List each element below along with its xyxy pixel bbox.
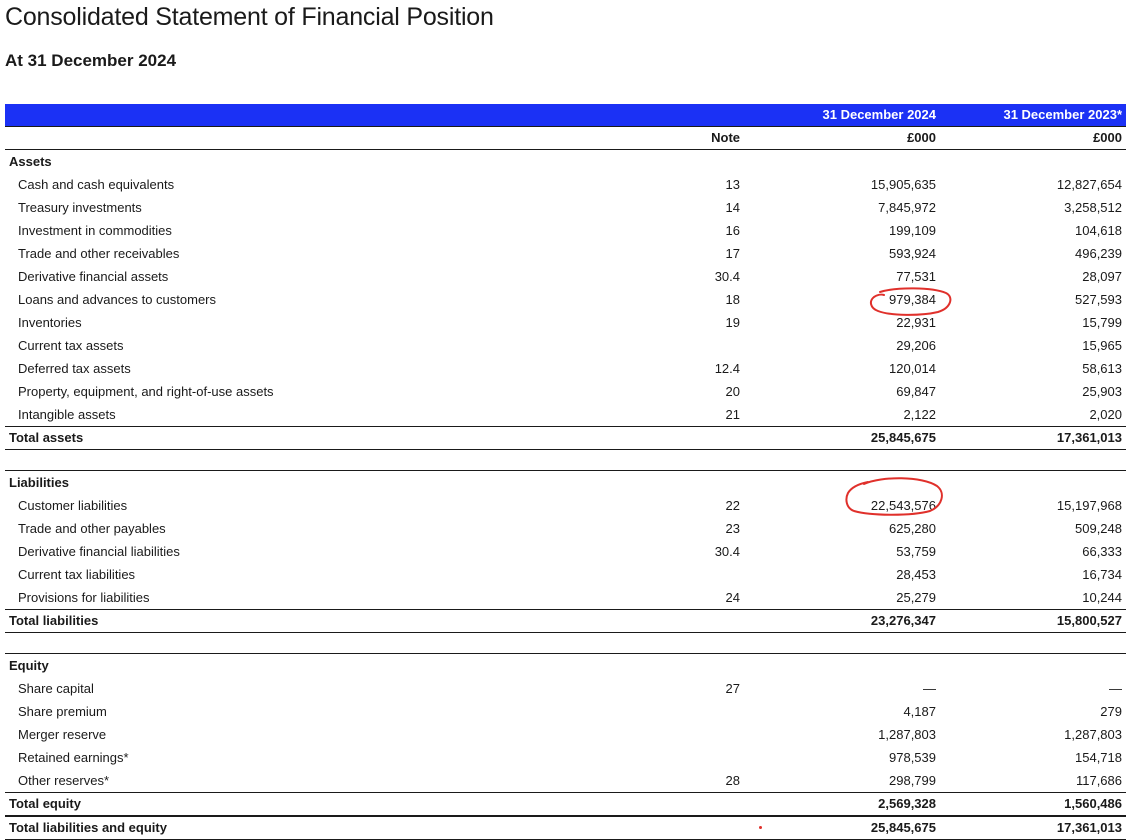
line-item-prior: 66,333 — [1082, 544, 1122, 559]
line-item-prior: 28,097 — [1082, 269, 1122, 284]
line-item-current: 593,924 — [889, 246, 936, 261]
line-item-current: 1,287,803 — [878, 727, 936, 742]
table-row — [5, 700, 1126, 723]
line-item-label: Current tax assets — [18, 338, 124, 353]
total-prior: 1,560,486 — [1064, 796, 1122, 811]
line-item-label: Retained earnings* — [18, 750, 129, 765]
line-item-label: Deferred tax assets — [18, 361, 131, 376]
page-subtitle: At 31 December 2024 — [5, 51, 177, 70]
table-row — [5, 219, 1126, 242]
assets-heading: Assets — [9, 154, 52, 169]
header-current-unit: £000 — [907, 130, 936, 145]
line-item-label: Share premium — [18, 704, 107, 719]
line-item-prior: 16,734 — [1082, 567, 1122, 582]
total-equity-row — [5, 792, 1126, 816]
line-item-current: 69,847 — [896, 384, 936, 399]
line-item-label: Customer liabilities — [18, 498, 128, 513]
line-item-note: 30.4 — [714, 544, 740, 559]
grand-total-label: Total liabilities and equity — [9, 820, 167, 835]
line-item-prior: 15,197,968 — [1056, 498, 1122, 513]
table-row — [5, 173, 1126, 196]
equity-items — [5, 677, 1126, 792]
total-prior: 15,800,527 — [1056, 613, 1122, 628]
line-item-prior: 12,827,654 — [1056, 177, 1122, 192]
line-item-current: 4,187 — [903, 704, 936, 719]
table-row — [5, 677, 1126, 700]
line-item-note: 23 — [725, 521, 740, 536]
line-item-label: Derivative financial assets — [18, 269, 169, 284]
page-title: Consolidated Statement of Financial Position — [5, 3, 494, 31]
total-current: 25,845,675 — [870, 430, 936, 445]
section-divider — [5, 450, 1126, 471]
line-item-label: Trade and other receivables — [18, 246, 180, 261]
line-item-note: 19 — [725, 315, 740, 330]
table-row — [5, 403, 1126, 426]
total-current: 2,569,328 — [878, 796, 936, 811]
total-assets-row — [5, 426, 1126, 450]
liabilities-items — [5, 494, 1126, 609]
line-item-prior: 1,287,803 — [1064, 727, 1122, 742]
table-row — [5, 242, 1126, 265]
line-item-current: 22,931 — [896, 315, 936, 330]
line-item-label: Investment in commodities — [18, 223, 172, 238]
table-row — [5, 517, 1126, 540]
line-item-current: 7,845,972 — [878, 200, 936, 215]
line-item-current: — — [923, 681, 936, 696]
financial-position-table — [5, 104, 1126, 840]
line-item-label: Treasury investments — [18, 200, 142, 215]
line-item-note: 27 — [725, 681, 740, 696]
line-item-prior: 154,718 — [1075, 750, 1122, 765]
line-item-label: Loans and advances to customers — [18, 292, 217, 307]
line-item-note: 22 — [725, 498, 740, 513]
grand-total-prior: 17,361,013 — [1056, 820, 1122, 835]
line-item-note: 18 — [725, 292, 740, 307]
line-item-label: Provisions for liabilities — [18, 590, 150, 605]
table-row — [5, 494, 1126, 517]
line-item-current: 199,109 — [889, 223, 936, 238]
line-item-note: 13 — [725, 177, 740, 192]
table-row — [5, 586, 1126, 609]
line-item-label: Share capital — [18, 681, 94, 696]
line-item-note: 17 — [725, 246, 740, 261]
total-label: Total liabilities — [9, 613, 99, 628]
line-item-current: 77,531 — [896, 269, 936, 284]
line-item-current: 28,453 — [896, 567, 936, 582]
line-item-current: 22,543,576 — [870, 498, 936, 513]
line-item-prior: 509,248 — [1075, 521, 1122, 536]
table-row — [5, 380, 1126, 403]
line-item-note: 21 — [725, 407, 740, 422]
total-label: Total equity — [9, 796, 81, 811]
line-item-current: 15,905,635 — [870, 177, 936, 192]
header-prior-date: 31 December 2023* — [1003, 107, 1122, 122]
line-item-prior: — — [1109, 681, 1122, 696]
line-item-note: 16 — [725, 223, 740, 238]
line-item-note: 12.4 — [714, 361, 740, 376]
header-current-date: 31 December 2024 — [822, 107, 936, 122]
total-liabilities-row — [5, 609, 1126, 633]
line-item-note: 20 — [725, 384, 740, 399]
line-item-label: Property, equipment, and right-of-use assets — [18, 384, 274, 399]
header-note: Note — [711, 130, 740, 145]
header-band — [5, 104, 1126, 127]
line-item-note: 28 — [725, 773, 740, 788]
line-item-current: 625,280 — [889, 521, 936, 536]
line-item-label: Inventories — [18, 315, 82, 330]
table-row — [5, 540, 1126, 563]
line-item-note: 14 — [725, 200, 740, 215]
grand-total-current: 25,845,675 — [870, 820, 936, 835]
line-item-prior: 496,239 — [1075, 246, 1122, 261]
line-item-prior: 25,903 — [1082, 384, 1122, 399]
table-row — [5, 288, 1126, 311]
table-row — [5, 563, 1126, 586]
table-row — [5, 357, 1126, 380]
line-item-prior: 2,020 — [1089, 407, 1122, 422]
line-item-prior: 58,613 — [1082, 361, 1122, 376]
line-item-label: Trade and other payables — [18, 521, 166, 536]
line-item-prior: 10,244 — [1082, 590, 1122, 605]
line-item-prior: 3,258,512 — [1064, 200, 1122, 215]
line-item-current: 29,206 — [896, 338, 936, 353]
line-item-prior: 104,618 — [1075, 223, 1122, 238]
table-row — [5, 334, 1126, 357]
line-item-current: 979,384 — [889, 292, 936, 307]
line-item-current: 978,539 — [889, 750, 936, 765]
table-row — [5, 196, 1126, 219]
total-prior: 17,361,013 — [1056, 430, 1122, 445]
line-item-prior: 117,686 — [1075, 773, 1122, 788]
table-row — [5, 769, 1126, 792]
line-item-prior: 15,799 — [1082, 315, 1122, 330]
units-row — [5, 127, 1126, 150]
line-item-prior: 15,965 — [1082, 338, 1122, 353]
header-prior-unit: £000 — [1093, 130, 1122, 145]
line-item-label: Derivative financial liabilities — [18, 544, 180, 559]
line-item-label: Current tax liabilities — [18, 567, 136, 582]
line-item-note: 24 — [725, 590, 740, 605]
table-row — [5, 265, 1126, 288]
line-item-label: Cash and cash equivalents — [18, 177, 175, 192]
equity-heading: Equity — [9, 658, 49, 673]
liabilities-heading-row — [5, 471, 1126, 494]
line-item-current: 120,014 — [889, 361, 936, 376]
annotation-dot — [759, 826, 762, 829]
table-row — [5, 311, 1126, 334]
line-item-label: Merger reserve — [18, 727, 107, 742]
assets-items — [5, 173, 1126, 426]
table-row — [5, 746, 1126, 769]
section-divider — [5, 633, 1126, 654]
table-row — [5, 723, 1126, 746]
line-item-current: 53,759 — [896, 544, 936, 559]
line-item-current: 25,279 — [896, 590, 936, 605]
total-current: 23,276,347 — [870, 613, 936, 628]
assets-heading-row — [5, 150, 1126, 173]
line-item-current: 298,799 — [889, 773, 936, 788]
line-item-note: 30.4 — [714, 269, 740, 284]
equity-heading-row — [5, 654, 1126, 677]
line-item-label: Intangible assets — [18, 407, 116, 422]
line-item-current: 2,122 — [903, 407, 936, 422]
total-liabilities-and-equity-row — [5, 816, 1126, 840]
line-item-prior: 279 — [1100, 704, 1122, 719]
total-label: Total assets — [9, 430, 84, 445]
line-item-prior: 527,593 — [1075, 292, 1122, 307]
liabilities-heading: Liabilities — [9, 475, 69, 490]
line-item-label: Other reserves* — [18, 773, 110, 788]
